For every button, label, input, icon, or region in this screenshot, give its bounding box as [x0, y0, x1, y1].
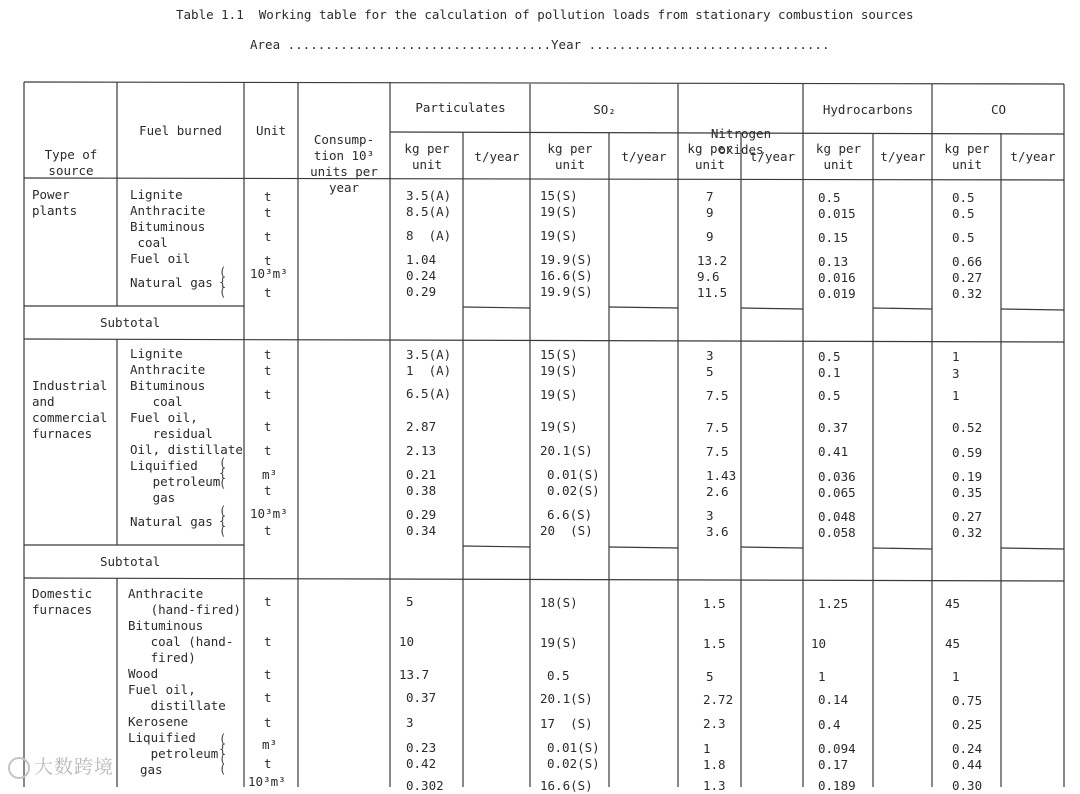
nox-cell: 3: [706, 508, 714, 523]
co-cell: 0.5: [952, 206, 975, 221]
fuel-natural-gas: Natural gas: [130, 275, 213, 290]
hc-cell: 0.015: [818, 206, 856, 221]
unit-cell: t: [264, 419, 272, 434]
nox-cell: 11.5: [697, 285, 728, 300]
fuel-residual: residual: [130, 426, 213, 441]
brace-icon: ( { (: [219, 265, 227, 299]
particulates-cell: 0.37: [406, 690, 437, 705]
fuel-liquified: Liquified: [130, 458, 198, 473]
hc-cell: 1: [818, 669, 826, 684]
co-cell: 1: [952, 388, 960, 403]
fuel-anthracite: Anthracite: [130, 203, 206, 218]
subheader-t-year: t/year: [621, 149, 667, 164]
so2-cell: 17 (S): [540, 716, 593, 731]
hc-cell: 0.019: [818, 286, 856, 301]
nox-cell: 9: [706, 229, 714, 244]
nox-cell: 1.43: [706, 468, 737, 483]
unit-cell: m³: [262, 737, 278, 752]
hc-cell: 0.094: [818, 741, 856, 756]
co-cell: 0.5: [952, 190, 975, 205]
fuel-bituminous-coal: coal: [130, 394, 183, 409]
so2-cell: 19(S): [540, 228, 578, 243]
header-so2: SO₂: [593, 102, 616, 117]
co-cell: 0.24: [952, 741, 983, 756]
unit-cell: t: [264, 634, 272, 649]
nox-cell: 3: [706, 348, 714, 363]
source-industrial: Industrial and commercial furnaces: [32, 378, 108, 441]
particulates-cell: 0.23: [406, 740, 437, 755]
watermark: 大数跨境: [8, 752, 114, 779]
nox-cell: 2.6: [706, 484, 729, 499]
fuel-lignite: Lignite: [130, 187, 183, 202]
fuel-oil-distillate: Oil, distillate: [130, 442, 243, 457]
so2-cell: 15(S): [540, 188, 578, 203]
unit-cell: t: [264, 690, 272, 705]
nox-cell: 7.5: [706, 420, 729, 435]
subheader-kg-per-unit: kg per unit: [944, 141, 990, 172]
hc-cell: 0.189: [818, 778, 856, 793]
table-title: Table 1.1 Working table for the calculation of pollution loads from stationary combustion sources: [176, 7, 914, 22]
co-cell: 0.35: [952, 485, 983, 500]
header-consumption: Consump- tion 10³ units per year: [310, 132, 378, 195]
particulates-cell: 2.13: [406, 443, 437, 458]
unit-cell: t: [264, 363, 272, 378]
so2-cell: 20.1(S): [540, 691, 593, 706]
particulates-cell: 0.29: [406, 284, 437, 299]
source-domestic: Domestic furnaces: [32, 586, 93, 617]
unit-cell: t: [264, 253, 272, 268]
hc-cell: 0.14: [818, 692, 849, 707]
fuel-bituminous: Bituminous: [128, 618, 204, 633]
hc-cell: 0.036: [818, 469, 856, 484]
so2-cell: 19(S): [540, 204, 578, 219]
particulates-cell: 3.5(A): [406, 188, 452, 203]
unit-cell: m³: [262, 467, 278, 482]
so2-cell: 19(S): [540, 387, 578, 402]
co-cell: 0.30: [952, 778, 983, 793]
fuel-bituminous-coal: coal: [130, 235, 168, 250]
fuel-hand-fired: (hand-fired): [128, 602, 241, 617]
so2-cell: 0.02(S): [547, 756, 600, 771]
so2-cell: 15(S): [540, 347, 578, 362]
hc-cell: 0.1: [818, 365, 841, 380]
particulates-cell: 1.04: [406, 252, 437, 267]
so2-cell: 20.1(S): [540, 443, 593, 458]
unit-cell: 10³m³: [250, 266, 288, 281]
nox-cell: 1: [703, 741, 711, 756]
header-nitrogen-oxides: Nitrogen oxides: [710, 126, 772, 157]
particulates-cell: 0.24: [406, 268, 437, 283]
fuel-gas: gas: [140, 762, 163, 777]
nox-cell: 3.6: [706, 524, 729, 539]
unit-cell: 10³m³: [248, 774, 286, 789]
fuel-fuel-oil: Fuel oil,: [130, 410, 198, 425]
particulates-cell: 0.29: [406, 507, 437, 522]
unit-cell: t: [264, 443, 272, 458]
header-unit: Unit: [255, 123, 287, 138]
so2-cell: 18(S): [540, 595, 578, 610]
co-cell: 0.27: [952, 509, 983, 524]
co-cell: 0.32: [952, 286, 983, 301]
nox-cell: 9.6: [697, 269, 720, 284]
subheader-kg-per-unit: kg per unit: [404, 141, 450, 172]
particulates-cell: 8 (A): [406, 228, 452, 243]
unit-cell: 10³m³: [250, 506, 288, 521]
hc-cell: 0.048: [818, 509, 856, 524]
header-hydrocarbons: Hydrocarbons: [822, 102, 914, 117]
particulates-cell: 5: [406, 594, 414, 609]
hc-cell: 0.41: [818, 444, 849, 459]
unit-cell: t: [264, 715, 272, 730]
hc-cell: 0.5: [818, 349, 841, 364]
subheader-kg-per-unit: kg per unit: [815, 141, 862, 172]
fuel-distillate: distillate: [128, 698, 226, 713]
hc-cell: 0.065: [818, 485, 856, 500]
co-cell: 3: [952, 366, 960, 381]
nox-cell: 1.3: [703, 778, 726, 793]
co-cell: 0.25: [952, 717, 983, 732]
header-type-of-source: Type of source: [44, 147, 98, 178]
hc-cell: 0.13: [818, 254, 849, 269]
co-cell: 0.59: [952, 445, 983, 460]
hc-cell: 0.5: [818, 190, 841, 205]
header-fuel-burned: Fuel burned: [139, 123, 222, 138]
hc-cell: 0.17: [818, 757, 849, 772]
unit-cell: t: [264, 347, 272, 362]
particulates-cell: 0.302: [406, 778, 444, 793]
co-cell: 0.44: [952, 757, 983, 772]
unit-cell: t: [264, 756, 272, 771]
particulates-cell: 8.5(A): [406, 204, 452, 219]
hc-cell: 0.016: [818, 270, 856, 285]
source-power-plants: Power plants: [32, 187, 78, 218]
unit-cell: t: [264, 594, 272, 609]
particulates-cell: 2.87: [406, 419, 437, 434]
fuel-anthracite: Anthracite: [130, 362, 206, 377]
particulates-cell: 0.42: [406, 756, 437, 771]
so2-cell: 19(S): [540, 363, 578, 378]
so2-cell: 6.6(S): [547, 507, 593, 522]
so2-cell: 16.6(S): [540, 268, 593, 283]
so2-cell: 19(S): [540, 635, 578, 650]
particulates-cell: 13.7: [399, 667, 430, 682]
header-co: CO: [990, 102, 1007, 117]
so2-cell: 0.01(S): [547, 467, 600, 482]
subheader-t-year: t/year: [1010, 149, 1056, 164]
fuel-fired: fired): [128, 650, 196, 665]
hc-cell: 0.4: [818, 717, 841, 732]
fuel-natural-gas: Natural gas: [130, 514, 213, 529]
co-cell: 0.32: [952, 525, 983, 540]
fuel-kerosene: Kerosene: [128, 714, 189, 729]
so2-cell: 0.5: [547, 668, 570, 683]
unit-cell: t: [264, 205, 272, 220]
brace-icon: ( { ( (: [219, 732, 227, 776]
fuel-anthracite: Anthracite: [128, 586, 204, 601]
unit-cell: t: [264, 667, 272, 682]
fuel-lignite: Lignite: [130, 346, 183, 361]
brace-icon: ( { (: [219, 504, 227, 538]
subheader-t-year: t/year: [474, 149, 520, 164]
so2-cell: 0.02(S): [547, 483, 600, 498]
nox-cell: 13.2: [697, 253, 728, 268]
header-particulates: Particulates: [415, 100, 506, 115]
particulates-cell: 0.34: [406, 523, 437, 538]
nox-cell: 7: [706, 189, 714, 204]
nox-cell: 1.5: [703, 596, 726, 611]
nox-cell: 1.8: [703, 757, 726, 772]
fuel-wood: Wood: [128, 666, 159, 681]
hc-cell: 0.5: [818, 388, 841, 403]
so2-cell: 16.6(S): [540, 778, 593, 793]
hc-cell: 10: [811, 636, 827, 651]
area-year-line: Area ...................................Year ................................: [250, 37, 830, 52]
particulates-cell: 0.21: [406, 467, 437, 482]
so2-cell: 19.9(S): [540, 284, 593, 299]
particulates-cell: 0.38: [406, 483, 437, 498]
subheader-kg-per-unit: kg per unit: [547, 141, 593, 172]
co-cell: 45: [945, 596, 961, 611]
particulates-cell: 10: [399, 634, 415, 649]
nox-cell: 7.5: [706, 388, 729, 403]
unit-cell: t: [264, 285, 272, 300]
subtotal-label: Subtotal: [100, 554, 161, 569]
co-cell: 0.19: [952, 469, 983, 484]
hc-cell: 1.25: [818, 596, 849, 611]
hc-cell: 0.058: [818, 525, 856, 540]
nox-cell: 5: [706, 364, 714, 379]
co-cell: 0.66: [952, 254, 983, 269]
fuel-fuel-oil: Fuel oil: [130, 251, 191, 266]
subheader-kg-per-unit: kg per unit: [687, 141, 733, 172]
so2-cell: 20 (S): [540, 523, 593, 538]
brace-icon: ( { (: [219, 456, 227, 490]
particulates-cell: 3.5(A): [406, 347, 452, 362]
subheader-t-year: t/year: [749, 149, 796, 164]
unit-cell: t: [264, 483, 272, 498]
nox-cell: 5: [706, 669, 714, 684]
fuel-bituminous: Bituminous: [130, 219, 206, 234]
fuel-petroleum: petroleum: [128, 746, 219, 761]
fuel-gas: gas: [130, 490, 176, 505]
nox-cell: 7.5: [706, 444, 729, 459]
particulates-cell: 6.5(A): [406, 386, 452, 401]
nox-cell: 1.5: [703, 636, 726, 651]
fuel-liquified: Liquified: [128, 730, 196, 745]
nox-cell: 2.3: [703, 716, 726, 731]
co-cell: 0.75: [952, 693, 983, 708]
nox-cell: 9: [706, 205, 714, 220]
fuel-bituminous: Bituminous: [130, 378, 206, 393]
particulates-cell: 3: [406, 715, 414, 730]
fuel-fuel-oil: Fuel oil,: [128, 682, 196, 697]
hc-cell: 0.37: [818, 420, 849, 435]
particulates-cell: 1 (A): [406, 363, 452, 378]
so2-cell: 19(S): [540, 419, 578, 434]
subheader-t-year: t/year: [880, 149, 926, 164]
fuel-petroleum: petroleum: [130, 474, 221, 489]
fuel-coal-hand: coal (hand-: [128, 634, 234, 649]
nox-cell: 2.72: [703, 692, 734, 707]
co-cell: 1: [952, 669, 960, 684]
so2-cell: 0.01(S): [547, 740, 600, 755]
unit-cell: t: [264, 229, 272, 244]
watermark-logo-icon: [8, 757, 30, 779]
unit-cell: t: [264, 387, 272, 402]
subtotal-label: Subtotal: [100, 315, 161, 330]
unit-cell: t: [264, 523, 272, 538]
so2-cell: 19.9(S): [540, 252, 593, 267]
unit-cell: t: [264, 189, 272, 204]
co-cell: 0.5: [952, 230, 975, 245]
co-cell: 0.27: [952, 270, 983, 285]
co-cell: 1: [952, 349, 960, 364]
hc-cell: 0.15: [818, 230, 849, 245]
co-cell: 45: [945, 636, 961, 651]
co-cell: 0.52: [952, 420, 983, 435]
